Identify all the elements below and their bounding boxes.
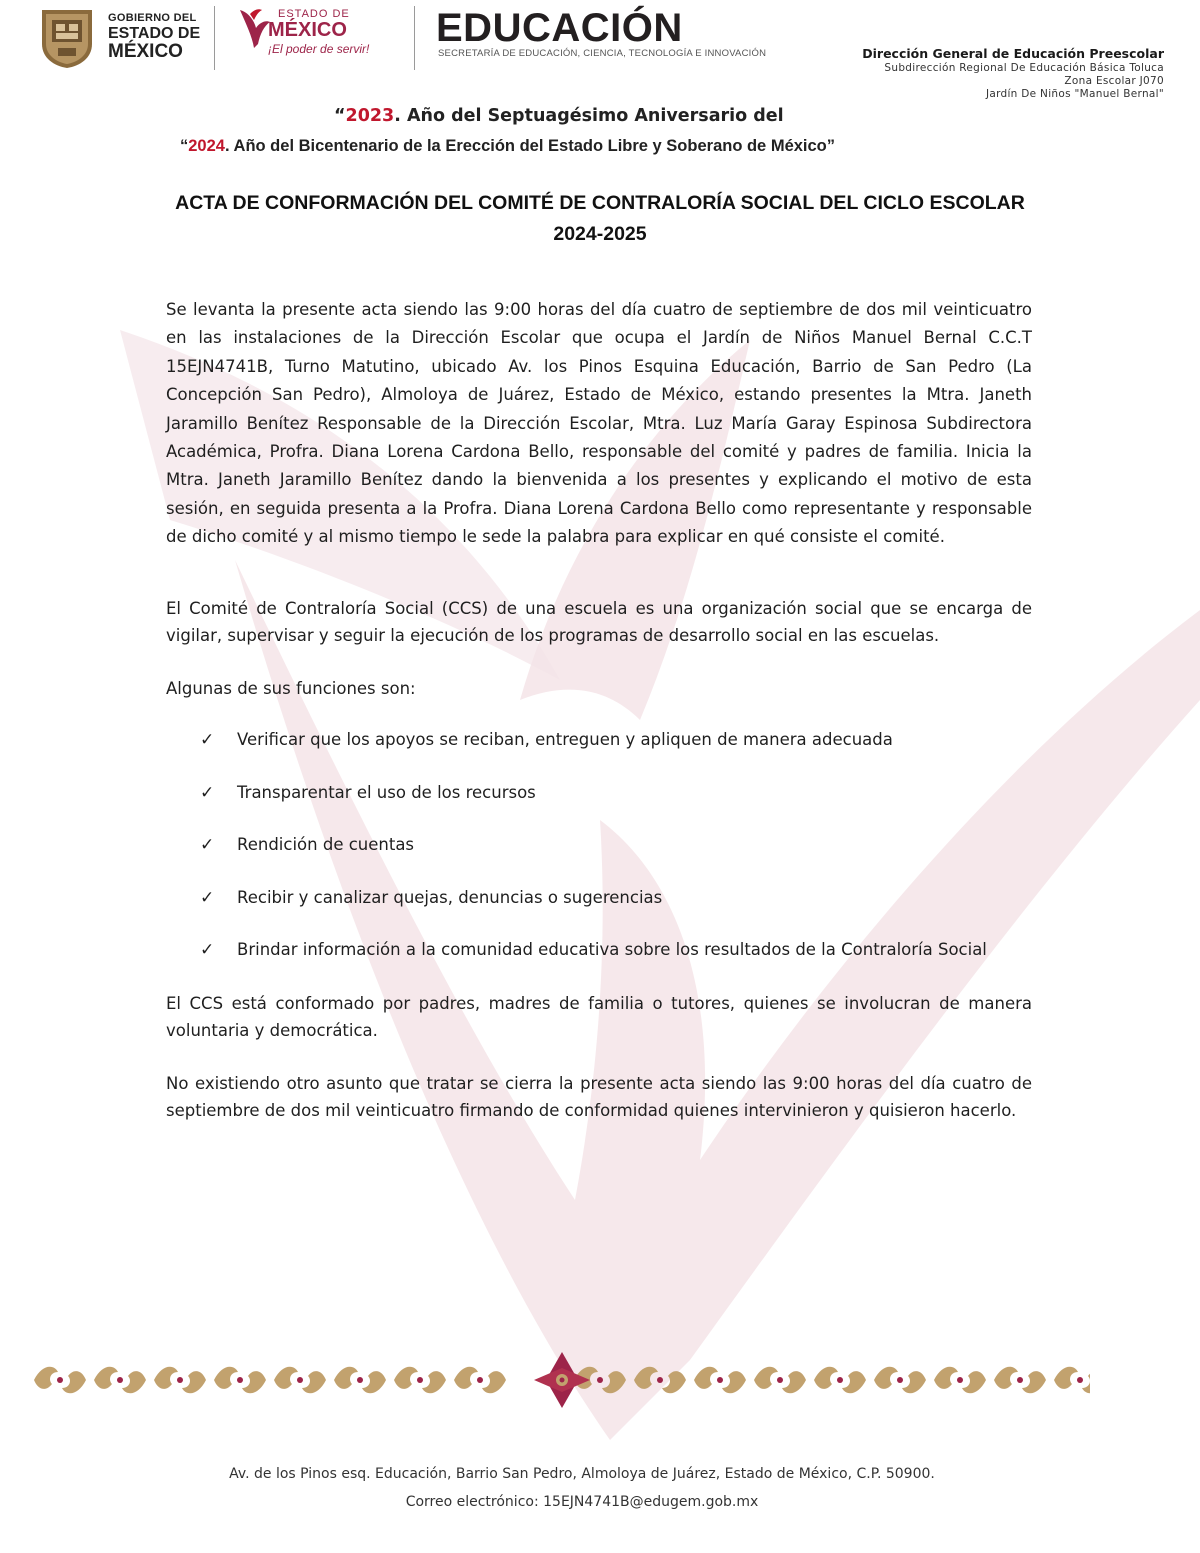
ornament-unit bbox=[94, 1367, 146, 1394]
coat-of-arms-icon bbox=[36, 4, 98, 70]
paragraph-closing: No existiendo otro asunto que tratar se cierra la presente acta siendo las 9:00 horas del día cuatro de septiembre de dos mil veinticuatro firmando de conformidad quienes intervinieron y quisieron hacerlo. bbox=[166, 1074, 1032, 1120]
ornament-unit bbox=[994, 1367, 1046, 1394]
list-item bbox=[200, 726, 987, 779]
ornament-unit bbox=[634, 1367, 686, 1394]
header-divider bbox=[214, 6, 215, 70]
motto-2024 bbox=[180, 137, 835, 156]
list-item bbox=[200, 936, 987, 989]
motto-2024-text: . Año del Bicentenario de la Erección del Estado Libre y Soberano de México” bbox=[224, 137, 836, 155]
document-title bbox=[120, 188, 1080, 250]
check-icon: ✓ bbox=[200, 782, 215, 803]
estado-mexico-logo bbox=[236, 4, 406, 70]
ornament-unit bbox=[214, 1367, 266, 1394]
ornament-unit bbox=[334, 1367, 386, 1394]
gov-logo-line3: MÉXICO bbox=[108, 41, 183, 62]
functions-intro: Algunas de sus funciones son: bbox=[166, 679, 416, 698]
footer-email: Correo electrónico: 15EJN4741B@edugem.gob.mx bbox=[405, 1494, 759, 1510]
ornament-unit bbox=[754, 1367, 806, 1394]
ornament-unit bbox=[154, 1367, 206, 1394]
educacion-logo bbox=[436, 6, 836, 66]
ornament-unit bbox=[874, 1367, 926, 1394]
check-icon: ✓ bbox=[200, 835, 215, 856]
ornament-unit bbox=[454, 1367, 506, 1394]
function-text: Verificar que los apoyos se reciban, entreguen y apliquen de manera adecuada bbox=[237, 730, 893, 749]
motto-2023 bbox=[334, 106, 784, 126]
functions-list bbox=[200, 726, 987, 989]
motto-2023-text: . Año del Septuagésimo Aniversario del bbox=[394, 106, 784, 126]
check-icon: ✓ bbox=[200, 940, 215, 961]
motto-2024-open-quote: “ bbox=[180, 137, 189, 155]
school-info-block bbox=[862, 46, 1164, 100]
ornament-unit bbox=[1054, 1367, 1090, 1394]
document-title-line1: ACTA DE CONFORMACIÓN DEL COMITÉ DE CONTRALORÍA SOCIAL DEL CICLO ESCOLAR bbox=[175, 192, 1025, 214]
document-title-line2: 2024-2025 bbox=[553, 223, 647, 245]
ornament-unit bbox=[934, 1367, 986, 1394]
subdireccion-regional: Subdirección Regional De Educación Básica Toluca bbox=[884, 62, 1164, 74]
check-icon: ✓ bbox=[200, 887, 215, 908]
motto-2023-year: 2023 bbox=[345, 106, 395, 126]
list-item bbox=[200, 831, 987, 884]
list-item bbox=[200, 779, 987, 832]
paragraph-opening: Se levanta la presente acta siendo las 9:00 horas del día cuatro de septiembre de dos mil veinticuatro en las instalaciones de la Dirección Escolar que ocupa el Jardín de Niños Manuel Bernal C.C.T 15EJN4741B, Turno Matutino, ubicado Av. los Pinos Esquina Educación, Barrio de San Pedro (La Concepción San Pedro), Almoloya de Juárez, Estado de México, estando presentes la Mtra. Janeth Jaramillo Benítez Responsable de la Dirección Escolar, Mtra. Luz María Garay Espinosa Subdirectora Académica, Profra. Diana Lorena Cardona Bello, responsable del comité y padres de familia. Inicia la Mtra. Janeth Jaramillo Benítez dando la bienvenida a los presentes y explicando el motivo de esta sesión, en seguida presenta a la Profra. Diana Lorena Cardona Bello como representante y responsable de dicho comité y al mismo tiempo le sede la palabra para explicar en qué consiste el comité. bbox=[166, 300, 1032, 547]
footer-address: Av. de los Pinos esq. Educación, Barrio San Pedro, Almoloya de Juárez, Estado de México, C.P. 50900. bbox=[229, 1466, 935, 1482]
list-item bbox=[200, 884, 987, 937]
check-icon: ✓ bbox=[200, 730, 215, 750]
edo-logo-line1: ESTADO DE bbox=[278, 8, 350, 20]
gobierno-logo bbox=[36, 4, 216, 72]
paragraph-ccs-definition: El Comité de Contraloría Social (CCS) de una escuela es una organización social que se encarga de vigilar, supervisar y seguir la ejecución de los programas de desarrollo social en las escuelas. bbox=[166, 599, 1032, 645]
educacion-title: EDUCACIÓN bbox=[436, 6, 683, 50]
educacion-subtitle: SECRETARÍA DE EDUCACIÓN, CIENCIA, TECNOLOGÍA E INNOVACIÓN bbox=[438, 48, 767, 59]
header-divider bbox=[414, 6, 415, 70]
central-flower-icon bbox=[534, 1352, 590, 1408]
zona-escolar: Zona Escolar J070 bbox=[1064, 75, 1164, 87]
jardin-name: Jardín De Niños "Manuel Bernal" bbox=[985, 88, 1164, 100]
gov-logo-line1: GOBIERNO DEL bbox=[108, 12, 197, 24]
decorative-ornament-band bbox=[30, 1350, 1090, 1410]
motto-2024-year: 2024 bbox=[188, 137, 225, 155]
ornament-unit bbox=[394, 1367, 446, 1394]
paragraph-ccs-composition: El CCS está conformado por padres, madres de familia o tutores, quienes se involucran de manera voluntaria y democrática. bbox=[166, 994, 1032, 1040]
function-text: Brindar información a la comunidad educativa sobre los resultados de la Contraloría Social bbox=[237, 940, 987, 960]
ornament-unit bbox=[694, 1367, 746, 1394]
gov-logo-line2: ESTADO DE bbox=[108, 25, 201, 42]
function-text: Rendición de cuentas bbox=[237, 835, 415, 855]
direccion-general: Dirección General de Educación Preescolar bbox=[862, 46, 1164, 61]
ornament-unit bbox=[814, 1367, 866, 1394]
edo-logo-line2: MÉXICO bbox=[268, 19, 347, 41]
ornament-unit bbox=[34, 1367, 86, 1394]
hummingbird-icon bbox=[236, 6, 270, 50]
ornament-unit bbox=[274, 1367, 326, 1394]
edo-logo-slogan: ¡El poder de servir! bbox=[268, 42, 370, 56]
motto-2023-open-quote: “ bbox=[334, 106, 346, 126]
function-text: Transparentar el uso de los recursos bbox=[237, 782, 536, 802]
function-text: Recibir y canalizar quejas, denuncias o sugerencias bbox=[237, 887, 663, 907]
